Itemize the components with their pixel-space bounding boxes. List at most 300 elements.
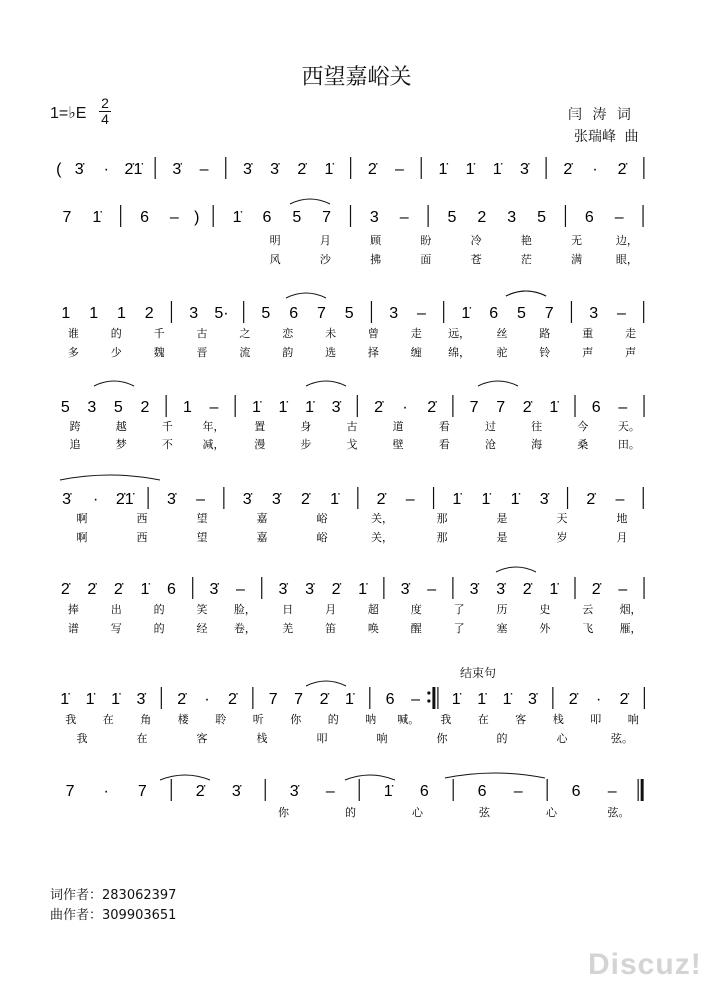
lyric-char: 出 <box>110 604 122 616</box>
augmentation-dot: · <box>103 783 109 800</box>
note: 6 <box>289 305 299 322</box>
note: 5· <box>214 305 229 322</box>
meter-numerator: 2 <box>101 95 109 111</box>
lyric-char: 的 <box>153 623 165 635</box>
lyric-char: 风 <box>269 254 281 266</box>
lyric-char: 满 <box>571 254 583 266</box>
lyric-char: 路 <box>539 328 551 340</box>
lyric-char: 叩 <box>316 733 328 745</box>
lyric-char: 置 <box>254 421 266 433</box>
lyric-char: 田。 <box>617 439 640 451</box>
lyric-char: 跨 <box>69 421 81 433</box>
lyric-char: 月 <box>325 604 337 616</box>
lyric-char: 在 <box>136 733 148 745</box>
lyric-char: 不 <box>161 439 173 451</box>
dash: – <box>196 491 205 508</box>
lyric-char: 身 <box>300 421 312 433</box>
lyric-char: 沙 <box>319 254 331 266</box>
lyric-char: 响 <box>376 733 388 745</box>
lyric-char: 笑 <box>196 604 208 616</box>
note: 1̇ <box>549 399 559 416</box>
lyric-char: 那 <box>436 513 448 525</box>
lyric-char: 苍 <box>470 254 482 266</box>
dash: – <box>416 305 426 322</box>
lyric-char: 的 <box>496 733 508 745</box>
lyric-char: 关， <box>371 532 393 544</box>
lyric-char: 弦 <box>479 807 490 819</box>
note: 1̇ <box>140 581 150 598</box>
lyric-char: 我 <box>440 714 452 726</box>
lyric-char: 声 <box>582 347 594 359</box>
lyric-char: 塞 <box>496 623 508 635</box>
note: 1̇ <box>251 399 261 416</box>
note: 2̇ <box>195 783 205 800</box>
lyric-char: 关， <box>371 513 393 525</box>
lyric-char: 经 <box>196 623 208 635</box>
lyric-char: 沧 <box>484 439 496 451</box>
page-title: 西望嘉峪关 <box>301 65 412 90</box>
note: 1̇ <box>438 161 448 178</box>
note: 6 <box>571 783 581 800</box>
lyric-char: 岁 <box>556 532 568 544</box>
note: 1̇ <box>502 691 512 708</box>
note: 6 <box>385 691 395 708</box>
note: 1̇ <box>111 691 121 708</box>
lyric-char: 古 <box>196 328 208 340</box>
lyric-char: 望 <box>196 532 208 544</box>
dash: – <box>325 783 335 800</box>
note: 2̇ <box>331 581 341 598</box>
lyric-char: 盼 <box>420 235 432 247</box>
note: 5 <box>537 209 547 226</box>
lyric-char: 云 <box>582 604 594 616</box>
lyric-char: 边， <box>615 235 638 247</box>
lyric-char: 羌 <box>282 623 294 635</box>
note: 3̇ <box>400 581 410 598</box>
slur <box>345 775 395 780</box>
dash: – <box>616 305 626 322</box>
lyric-char: 远， <box>448 328 471 340</box>
note: 3̇ <box>136 691 146 708</box>
note: 3 <box>369 209 379 226</box>
lyric-char: 明 <box>269 235 281 247</box>
note: 3̇ <box>289 783 299 800</box>
dash: – <box>169 209 179 226</box>
lyric-char: 度 <box>410 604 422 616</box>
lyric-char: 面 <box>420 254 432 266</box>
lyric-char: 日 <box>282 604 294 616</box>
note: 1̇ <box>60 691 70 708</box>
lyric-char: 望 <box>196 513 208 525</box>
slur <box>496 567 536 572</box>
note: 1̇ <box>330 491 339 508</box>
lyric-char: 是 <box>496 513 508 525</box>
lyric-char: 嘉 <box>256 532 268 544</box>
note: 7 <box>268 691 278 708</box>
lyric-char: 你 <box>290 714 302 726</box>
note: 6 <box>584 209 594 226</box>
note: 1̇ <box>383 783 393 800</box>
note: 3 <box>389 305 399 322</box>
dash: – <box>399 209 409 226</box>
lyric-char: 晋 <box>196 347 208 359</box>
lyric-char: 笛 <box>325 623 337 635</box>
lyric-char: 魏 <box>153 347 165 359</box>
note: 1̇ <box>451 691 461 708</box>
note: 1̇ <box>452 491 462 508</box>
note: 6 <box>419 783 429 800</box>
note: 3 <box>87 399 97 416</box>
lyricist-contact: 词作者：283062397 <box>50 888 177 903</box>
note: 2̇ <box>586 491 596 508</box>
dash: – <box>395 161 404 178</box>
note: 1̇ <box>481 491 491 508</box>
lyric-char: 栈 <box>552 714 564 726</box>
lyric-char: 雁， <box>619 623 642 635</box>
note: 1 <box>116 305 126 322</box>
lyric-char: 看 <box>438 439 450 451</box>
lyric-char: 冷 <box>470 235 482 247</box>
note: 2̇ <box>113 581 123 598</box>
note: 3 <box>189 305 199 322</box>
note: 5 <box>113 399 123 416</box>
lyric-char: 西 <box>136 513 148 525</box>
note: 6 <box>140 209 149 226</box>
note: 5 <box>344 305 354 322</box>
lyric-char: 古 <box>346 421 358 433</box>
lyric-char: 脸， <box>233 604 256 616</box>
note: 3 <box>507 209 517 226</box>
note: 3̇ <box>62 491 72 508</box>
lyric-char: 艳 <box>520 235 532 247</box>
lyric-char: 了 <box>453 623 465 635</box>
lyric-char: 我 <box>65 714 77 726</box>
lyric-char: 少 <box>110 347 122 359</box>
lyric-char: 聆 <box>215 714 227 726</box>
lyric-char: 唤 <box>367 623 379 635</box>
note: 2̇1̇ <box>115 491 134 508</box>
note: 2̇ <box>619 691 629 708</box>
lyric-char: 捧 <box>67 604 79 616</box>
lyric-char: 峪 <box>316 532 328 544</box>
note: 7 <box>544 305 554 322</box>
lyric-char: 看 <box>438 421 450 433</box>
note: 6 <box>262 209 272 226</box>
note: 3̇ <box>528 691 537 708</box>
lyric-char: 的 <box>110 328 122 340</box>
augmentation-dot: · <box>592 161 598 178</box>
lyricist-credit: 闫 涛 词 <box>568 107 631 123</box>
dash: – <box>427 581 437 598</box>
lyric-char: 你 <box>278 807 289 819</box>
lyric-char: 叩 <box>590 714 602 726</box>
note: 2̇ <box>568 691 578 708</box>
lyric-char: 越 <box>115 421 127 433</box>
note: 3̇ <box>519 161 529 178</box>
lyric-char: 选 <box>325 347 337 359</box>
note: 5 <box>261 305 271 322</box>
note: 2̇ <box>591 581 601 598</box>
lyric-char: 过 <box>484 421 496 433</box>
note: 5 <box>292 209 302 226</box>
lyric-char: 卷， <box>233 623 256 635</box>
dash: – <box>209 399 219 416</box>
lyric-char: 响 <box>627 714 639 726</box>
lyric-char: 心 <box>556 733 568 745</box>
note: 1̇ <box>358 581 368 598</box>
lyric-char: 听 <box>252 714 264 726</box>
note: 3̇ <box>271 491 281 508</box>
lyric-char: 写 <box>110 623 122 635</box>
note: 3̇ <box>231 783 241 800</box>
lyric-char: 拂 <box>370 254 382 266</box>
lyric-char: 声 <box>625 347 637 359</box>
lyric-char: 往 <box>531 421 543 433</box>
lyric-char: 角 <box>140 714 152 726</box>
lyric-char: 弦。 <box>611 733 633 745</box>
ending-marker: 结束句 <box>460 666 497 680</box>
lyric-char: 嘉 <box>256 513 268 525</box>
lyric-char: 楼 <box>177 714 189 726</box>
note: 7 <box>62 209 72 226</box>
dash: – <box>405 491 415 508</box>
lyric-char: 谁 <box>67 328 79 340</box>
lyric-char: 心 <box>412 807 423 819</box>
lyric-char: 千 <box>153 328 165 340</box>
lyric-char: 走 <box>625 328 637 340</box>
lyric-char: 月 <box>616 532 628 544</box>
lyric-char: 啊 <box>76 513 88 525</box>
dash: – <box>618 581 628 598</box>
note: 2 <box>477 209 487 226</box>
watermark: Discuz! <box>588 948 702 981</box>
lyric-char: 喊。 <box>397 714 420 726</box>
note: 7 <box>322 209 332 226</box>
note: 3̇ <box>172 161 182 178</box>
note: 2̇ <box>367 161 377 178</box>
lyric-char: 超 <box>367 604 379 616</box>
lyric-char: 择 <box>367 347 379 359</box>
note: 3̇ <box>496 581 506 598</box>
note: 6 <box>489 305 499 322</box>
note: 2̇ <box>228 691 237 708</box>
note: 2̇ <box>177 691 187 708</box>
lyric-char: 月 <box>319 235 331 247</box>
lyric-char: 未 <box>325 328 337 340</box>
note: 1 <box>61 305 71 322</box>
lyric-char: 漫 <box>254 439 266 451</box>
lyric-char: 缠 <box>410 347 422 359</box>
slur <box>478 381 518 386</box>
lyric-char: 飞 <box>582 623 594 635</box>
note: 3̇ <box>209 581 219 598</box>
note: 7 <box>65 783 75 800</box>
note: 7 <box>294 691 304 708</box>
note: 2̇ <box>374 399 384 416</box>
lyric-char: 历 <box>496 604 508 616</box>
composer-credit: 张瑞峰 曲 <box>574 129 639 145</box>
composer-contact: 曲作者：309903651 <box>50 908 177 923</box>
lyric-char: 戈 <box>346 439 358 451</box>
note: 1̇ <box>324 161 334 178</box>
note: 2̇ <box>319 691 329 708</box>
lyric-char: 天。 <box>617 421 640 433</box>
slur <box>160 775 210 780</box>
note: 3̇ <box>305 581 314 598</box>
note: 1̇ <box>477 691 487 708</box>
note: 2̇ <box>300 491 310 508</box>
lyric-char: 走 <box>410 328 422 340</box>
note: 2̇1̇ <box>124 161 143 178</box>
lyric-char: 重 <box>582 328 594 340</box>
slur <box>506 291 546 296</box>
lyric-char: 烟， <box>619 604 642 616</box>
lyric-char: 天 <box>556 513 568 525</box>
note: 1 <box>182 399 192 416</box>
note: 3̇ <box>74 161 84 178</box>
augmentation-dot: · <box>204 691 210 708</box>
lyric-char: 无 <box>571 235 583 247</box>
key-signature: 1=♭E <box>50 105 87 122</box>
lyric-char: 那 <box>436 532 448 544</box>
augmentation-dot: · <box>103 161 109 178</box>
lyric-char: 史 <box>539 604 551 616</box>
note: 3̇ <box>243 161 252 178</box>
lyric-char: 茫 <box>520 254 532 266</box>
lyric-char: 我 <box>76 733 88 745</box>
note: 3̇ <box>242 491 252 508</box>
note: 1̇ <box>92 209 102 226</box>
note: 1̇ <box>492 161 502 178</box>
parenthesis: ) <box>194 209 200 226</box>
meter-denominator: 4 <box>101 111 109 127</box>
note: 1 <box>89 305 99 322</box>
lyric-char: 峪 <box>316 513 328 525</box>
lyric-char: 弦。 <box>607 807 630 819</box>
lyric-char: 栈 <box>256 733 268 745</box>
note: 3̇ <box>469 581 479 598</box>
lyric-char: 是 <box>496 532 508 544</box>
note: 6 <box>477 783 487 800</box>
note: 3̇ <box>166 491 176 508</box>
lyric-char: 的 <box>153 604 165 616</box>
lyric-char: 顾 <box>370 235 382 247</box>
dash: – <box>411 691 421 708</box>
lyric-char: 之 <box>239 328 251 340</box>
lyric-char: 西 <box>136 532 148 544</box>
lyric-char: 的 <box>345 807 356 819</box>
lyric-char: 眼， <box>615 254 638 266</box>
lyric-char: 客 <box>515 714 527 726</box>
augmentation-dot: · <box>93 491 99 508</box>
slur <box>306 681 346 686</box>
note: 2̇ <box>376 491 386 508</box>
slur <box>290 199 330 204</box>
lyric-char: 追 <box>69 439 81 451</box>
lyric-char: 铃 <box>539 347 551 359</box>
note: 6 <box>167 581 176 598</box>
note: 3̇ <box>278 581 288 598</box>
lyric-char: 多 <box>67 347 79 359</box>
note: 2 <box>140 399 150 416</box>
lyric-char: 恋 <box>282 328 294 340</box>
lyric-char: 心 <box>546 807 557 819</box>
note: 1̇ <box>305 399 314 416</box>
note: 2̇ <box>522 399 532 416</box>
dash: – <box>513 783 523 800</box>
note: 3̇ <box>270 161 280 178</box>
lyric-char: 海 <box>531 439 543 451</box>
lyric-char: 桑 <box>577 439 589 451</box>
note: 1̇ <box>549 581 559 598</box>
parenthesis: ( <box>56 161 62 178</box>
lyric-char: 曾 <box>367 328 379 340</box>
note: 6 <box>591 399 601 416</box>
note: 1̇ <box>461 305 471 322</box>
lyric-char: 道 <box>392 421 404 433</box>
note: 2̇ <box>60 581 70 598</box>
note: 2̇ <box>563 161 573 178</box>
slur <box>306 381 346 386</box>
note: 1̇ <box>465 161 475 178</box>
lyric-char: 梦 <box>115 439 127 451</box>
lyric-char: 壁 <box>392 439 404 451</box>
note: 5 <box>60 399 70 416</box>
lyric-char: 驼 <box>496 347 508 359</box>
repeat-dot <box>427 699 430 702</box>
lyric-char: 啊 <box>76 532 88 544</box>
lyric-char: 你 <box>436 733 448 745</box>
note: 2̇ <box>427 399 437 416</box>
augmentation-dot: · <box>402 399 408 416</box>
lyric-char: 外 <box>539 623 551 635</box>
note: 7 <box>469 399 479 416</box>
lyric-char: 了 <box>453 604 465 616</box>
note: 7 <box>316 305 326 322</box>
lyric-char: 步 <box>300 439 312 451</box>
lyric-char: 丝 <box>496 328 508 340</box>
augmentation-dot: · <box>595 691 602 708</box>
lyric-char: 绵， <box>448 347 471 359</box>
note: 3̇ <box>331 399 341 416</box>
lyric-char: 减， <box>202 439 225 451</box>
note: 3 <box>589 305 599 322</box>
note: 7 <box>496 399 506 416</box>
lyric-char: 千 <box>161 421 173 433</box>
dash: – <box>615 491 625 508</box>
lyric-char: 年， <box>202 421 225 433</box>
lyric-char: 今 <box>577 421 589 433</box>
note: 1̇ <box>510 491 520 508</box>
slur <box>60 475 160 480</box>
dash: – <box>614 209 624 226</box>
lyric-char: 地 <box>616 513 628 525</box>
note: 7 <box>137 783 147 800</box>
repeat-dot <box>427 691 430 694</box>
lyric-char: 韵 <box>282 347 294 359</box>
note: 5 <box>516 305 526 322</box>
lyric-char: 客 <box>196 733 208 745</box>
lyric-char: 的 <box>327 714 339 726</box>
dash: – <box>199 161 209 178</box>
note: 1̇ <box>278 399 288 416</box>
lyric-char: 醒 <box>410 623 422 635</box>
note: 1̇ <box>85 691 95 708</box>
note: 2 <box>144 305 154 322</box>
note: 5 <box>447 209 457 226</box>
dash: – <box>236 581 245 598</box>
lyric-char: 在 <box>102 714 114 726</box>
